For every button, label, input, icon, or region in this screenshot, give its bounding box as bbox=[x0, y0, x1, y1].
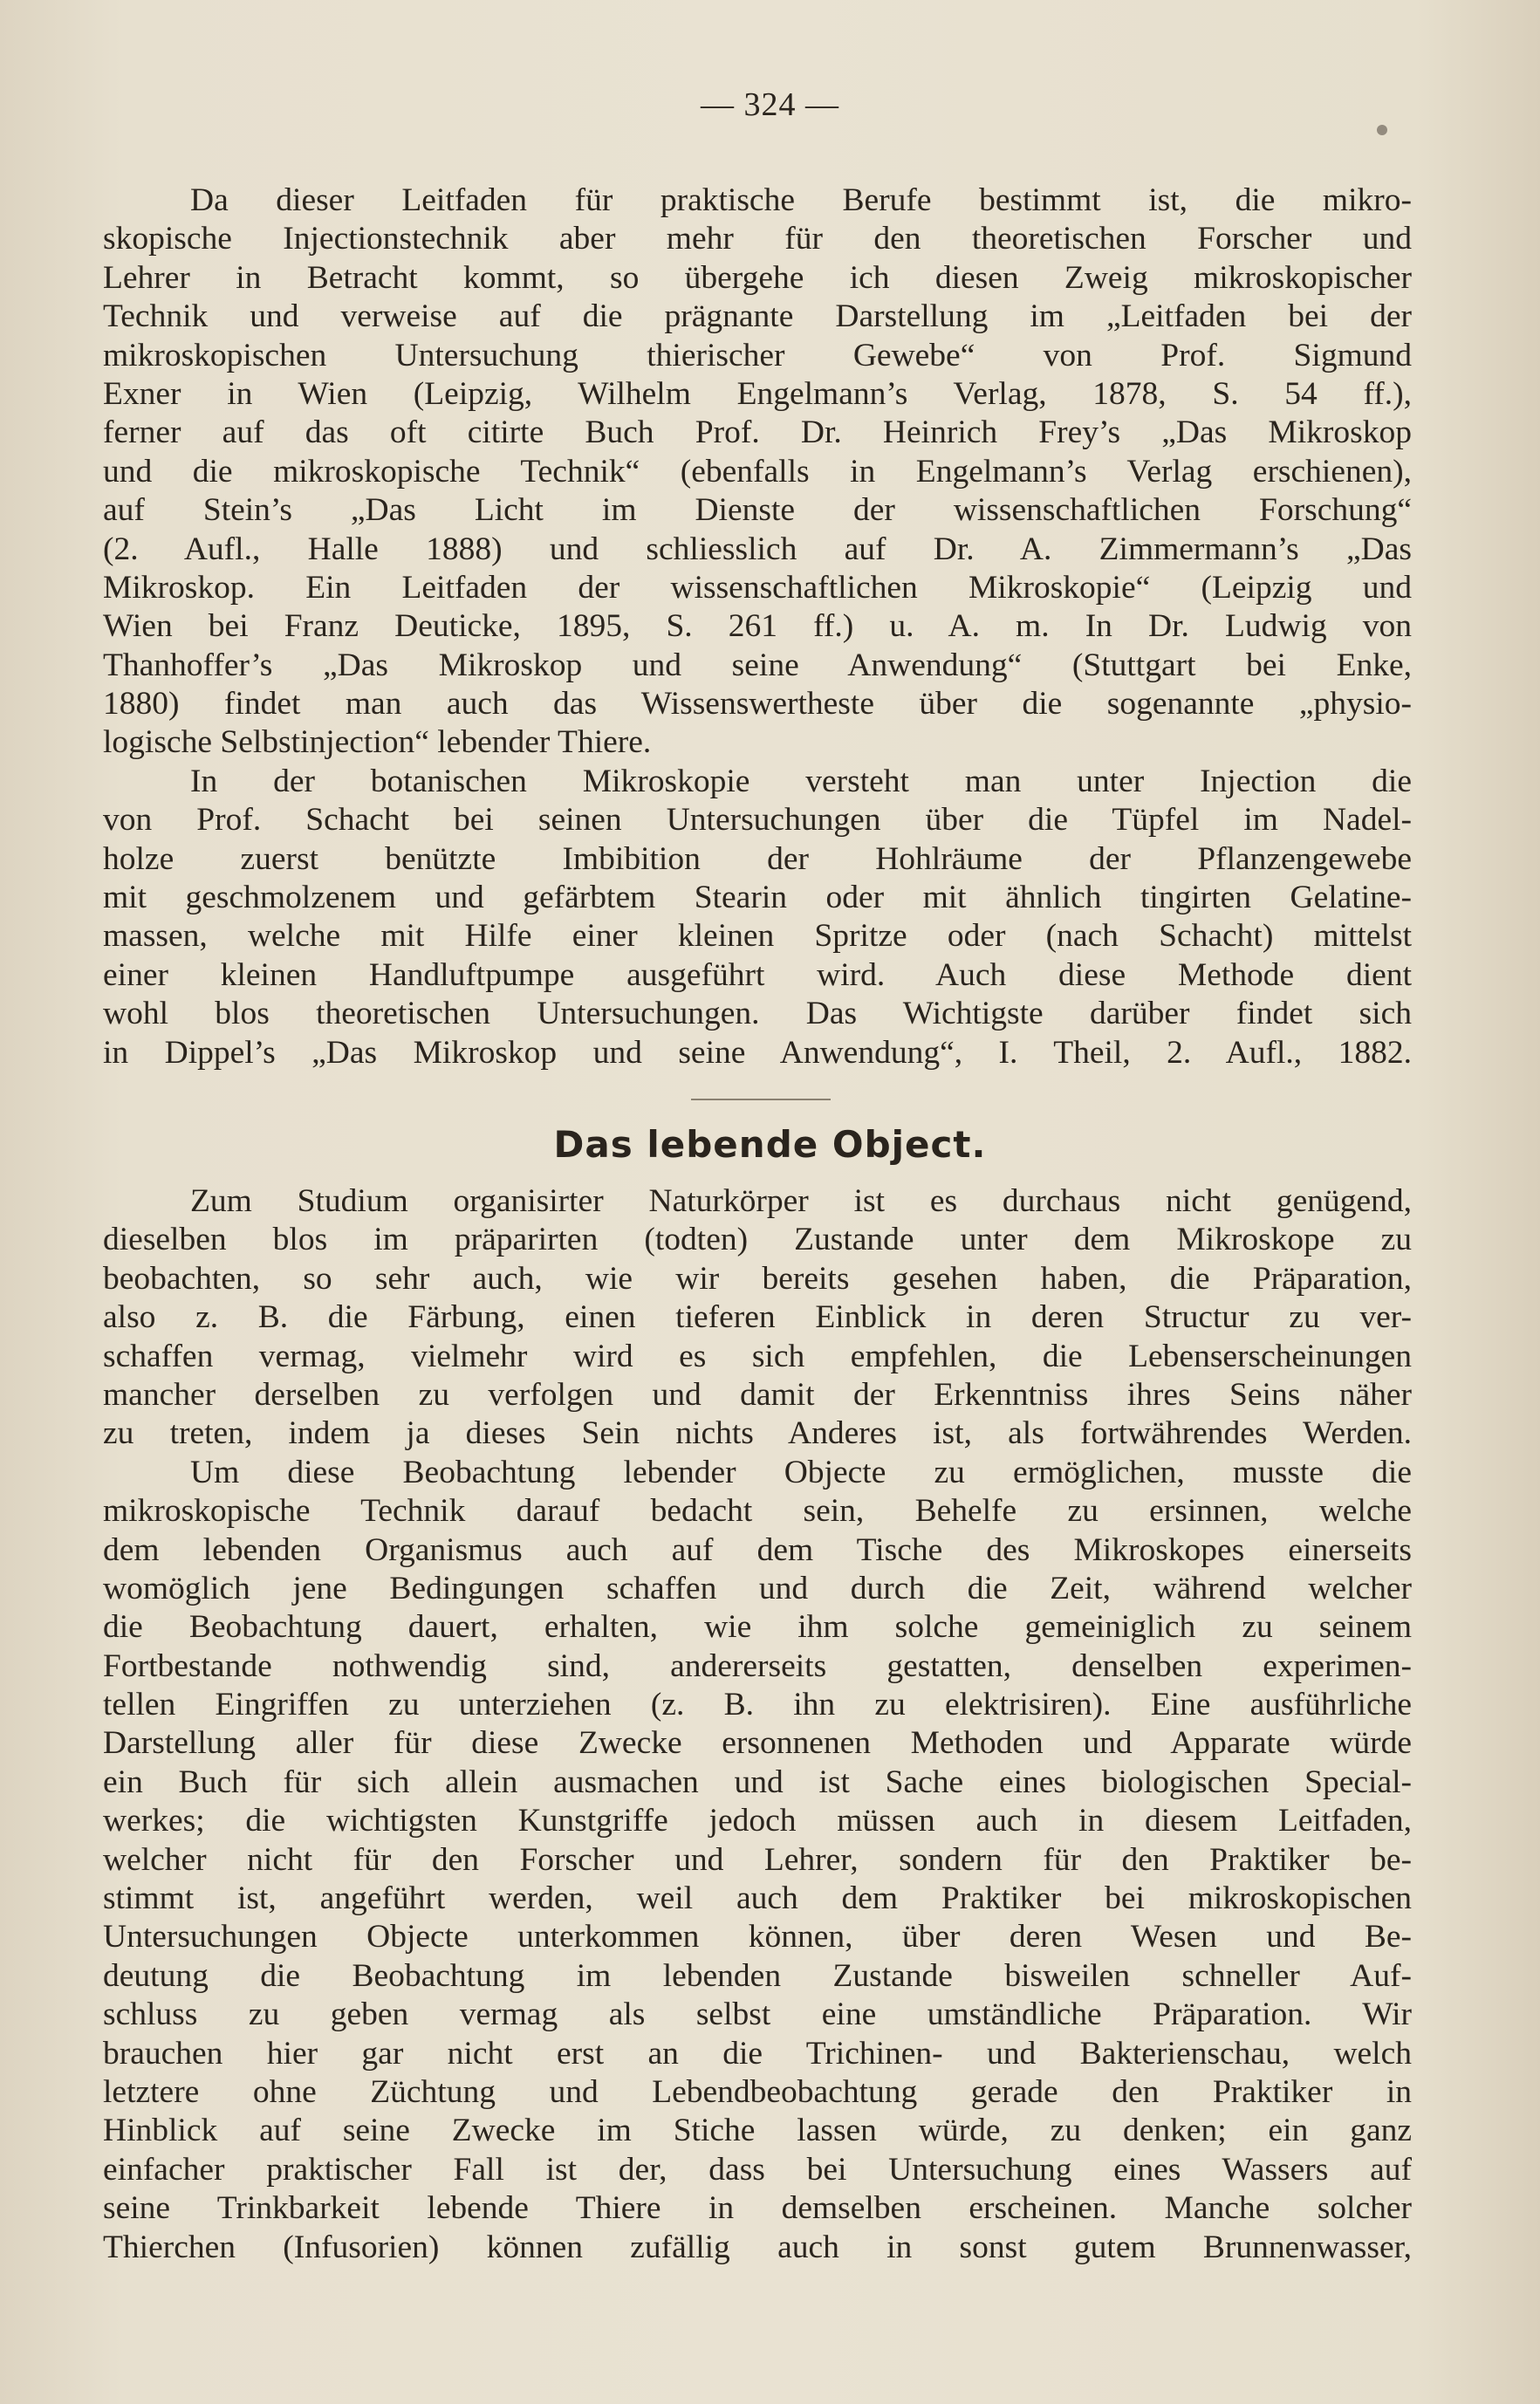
text-line: letztere ohne Züchtung und Lebendbeobachtung gerade den Praktiker in bbox=[103, 2073, 1412, 2110]
text-line: holze zuerst benützte Imbibition der Hohlräume der Pflanzengewebe bbox=[103, 840, 1412, 877]
text-line: ferner auf das oft citirte Buch Prof. Dr. Heinrich Frey’s „Das Mikroskop bbox=[103, 414, 1412, 451]
text-line: Thierchen (Infusorien) können zufällig auch in sonst gutem Brunnenwasser, bbox=[103, 2229, 1412, 2265]
text-line: in Dippel’s „Das Mikroskop und seine Anwendung“, I. Theil, 2. Aufl., 1882. bbox=[103, 1034, 1412, 1071]
text-line: einfacher praktischer Fall ist der, dass bei Untersuchung eines Wassers auf bbox=[103, 2151, 1412, 2188]
text-line: logische Selbstinjection“ lebender Thiere. bbox=[103, 724, 652, 761]
text-line: Wien bei Franz Deuticke, 1895, S. 261 ff.) u. A. m. In Dr. Ludwig von bbox=[103, 608, 1412, 645]
text-line: Untersuchungen Objecte unterkommen können, über deren Wesen und Be- bbox=[103, 1919, 1412, 1955]
text-line: skopische Injectionstechnik aber mehr für den theoretischen Forscher und bbox=[103, 221, 1412, 257]
text-line: mikroskopische Technik darauf bedacht sein, Behelfe zu ersinnen, welche bbox=[103, 1493, 1412, 1530]
text-line: ein Buch für sich allein ausmachen und ist Sache eines biologischen Special- bbox=[103, 1764, 1412, 1800]
text-line: tellen Eingriffen zu unterziehen (z. B. ihn zu elektrisiren). Eine ausführliche bbox=[103, 1687, 1412, 1723]
text-line: einer kleinen Handluftpumpe ausgeführt wird. Auch diese Methode dient bbox=[103, 956, 1412, 993]
text-line: Da dieser Leitfaden für praktische Berufe bestimmt ist, die mikro- bbox=[190, 182, 1412, 218]
text-line: werkes; die wichtigsten Kunstgriffe jedoch müssen auch in diesem Leitfaden, bbox=[103, 1803, 1412, 1839]
text-line: mikroskopischen Untersuchung thierischer Gewebe“ von Prof. Sigmund bbox=[103, 337, 1412, 373]
ink-speck bbox=[1377, 125, 1387, 135]
text-line: (2. Aufl., Halle 1888) und schliesslich auf Dr. A. Zimmermann’s „Das bbox=[103, 531, 1412, 567]
text-line: seine Trinkbarkeit lebende Thiere in demselben erscheinen. Manche solcher bbox=[103, 2190, 1412, 2227]
text-line: In der botanischen Mikroskopie versteht man unter Injection die bbox=[190, 763, 1412, 799]
text-line: schaffen vermag, vielmehr wird es sich empfehlen, die Lebenserscheinungen bbox=[103, 1338, 1412, 1374]
living-object-section-text bbox=[103, 1182, 1412, 2267]
text-line: auf Stein’s „Das Licht im Dienste der wissenschaftlichen Forschung“ bbox=[103, 492, 1412, 529]
text-line: Zum Studium organisirter Naturkörper ist es durchaus nicht genügend, bbox=[190, 1183, 1412, 1219]
text-line: massen, welche mit Hilfe einer kleinen Spritze oder (nach Schacht) mittelst bbox=[103, 918, 1412, 955]
text-line: von Prof. Schacht bei seinen Untersuchungen über die Tüpfel im Nadel- bbox=[103, 802, 1412, 839]
text-line: Exner in Wien (Leipzig, Wilhelm Engelmann’s Verlag, 1878, S. 54 ff.), bbox=[103, 375, 1412, 412]
text-line: mit geschmolzenem und gefärbtem Stearin oder mit ähnlich tingirten Gelatine- bbox=[103, 880, 1412, 916]
text-line: zu treten, indem ja dieses Sein nichts Anderes ist, als fortwährendes Werden. bbox=[103, 1415, 1412, 1452]
text-line: dem lebenden Organismus auch auf dem Tische des Mikroskopes einerseits bbox=[103, 1531, 1412, 1568]
text-line: schluss zu geben vermag als selbst eine umständliche Präparation. Wir bbox=[103, 1996, 1412, 2033]
text-line: und die mikroskopische Technik“ (ebenfalls in Engelmann’s Verlag erschienen), bbox=[103, 453, 1412, 490]
text-line: Technik und verweise auf die prägnante Darstellung im „Leitfaden bei der bbox=[103, 298, 1412, 335]
text-line: Fortbestande nothwendig sind, andererseits gestatten, denselben experimen- bbox=[103, 1647, 1412, 1684]
text-line: 1880) findet man auch das Wissenswertheste über die sogenannte „physio- bbox=[103, 686, 1412, 723]
text-line: deutung die Beobachtung im lebenden Zustande bisweilen schneller Auf- bbox=[103, 1957, 1412, 1994]
section-divider bbox=[691, 1099, 831, 1100]
text-line: beobachten, so sehr auch, wie wir bereits gesehen haben, die Präparation, bbox=[103, 1260, 1412, 1297]
text-line: wohl blos theoretischen Untersuchungen. Das Wichtigste darüber findet sich bbox=[103, 996, 1412, 1032]
text-line: mancher derselben zu verfolgen und damit der Erkenntniss ihres Seins näher bbox=[103, 1376, 1412, 1413]
text-line: dieselben blos im präparirten (todten) Zustande unter dem Mikroskope zu bbox=[103, 1222, 1412, 1258]
page-number: — 324 — bbox=[701, 86, 839, 123]
text-line: Darstellung aller für diese Zwecke ersonnenen Methoden und Apparate würde bbox=[103, 1725, 1412, 1762]
text-line: also z. B. die Färbung, einen tieferen Einblick in deren Structur zu ver- bbox=[103, 1299, 1412, 1336]
text-line: Mikroskop. Ein Leitfaden der wissenschaftlichen Mikroskopie“ (Leipzig und bbox=[103, 569, 1412, 606]
text-line: Hinblick auf seine Zwecke im Stiche lassen würde, zu denken; ein ganz bbox=[103, 2113, 1412, 2149]
text-line: welcher nicht für den Forscher und Lehrer, sondern für den Praktiker be- bbox=[103, 1841, 1412, 1878]
text-line: Thanhoffer’s „Das Mikroskop und seine Anwendung“ (Stuttgart bei Enke, bbox=[103, 647, 1412, 683]
injection-section-text bbox=[103, 181, 1412, 1072]
text-line: brauchen hier gar nicht erst an die Trichinen- und Bakterienschau, welch bbox=[103, 2035, 1412, 2072]
text-line: womöglich jene Bedingungen schaffen und durch die Zeit, während welcher bbox=[103, 1570, 1412, 1606]
text-line: stimmt ist, angeführt werden, weil auch dem Praktiker bei mikroskopischen bbox=[103, 1880, 1412, 1917]
text-line: die Beobachtung dauert, erhalten, wie ihm solche gemeiniglich zu seinem bbox=[103, 1609, 1412, 1646]
section-heading: Das lebende Object. bbox=[553, 1123, 987, 1166]
text-line: Um diese Beobachtung lebender Objecte zu ermöglichen, musste die bbox=[190, 1454, 1412, 1490]
text-line: Lehrer in Betracht kommt, so übergehe ich diesen Zweig mikroskopischer bbox=[103, 259, 1412, 296]
